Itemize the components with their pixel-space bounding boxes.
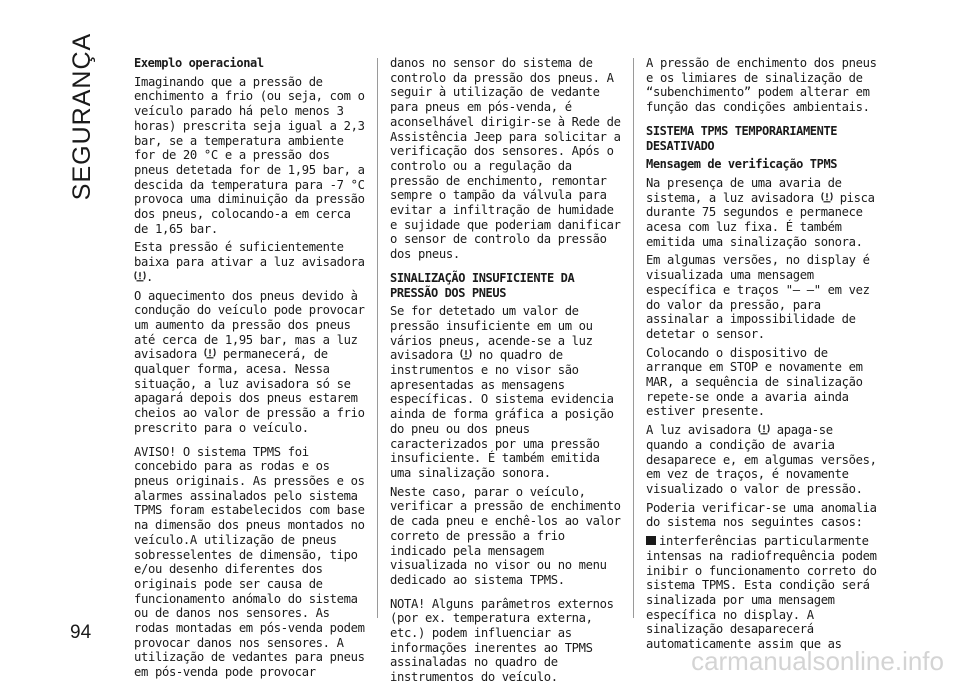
paragraph: A pressão de enchimento dos pneus e os limiares de sinalização de “subenchimento” podem alterar em função das condições ambientais. [646, 56, 877, 115]
text: A luz avisadora [646, 423, 758, 438]
heading-mensagem-verificacao: Mensagem de verificação TPMS [646, 157, 838, 172]
text: Esta pressão é suficientemente baixa para ativar a luz avisadora [134, 240, 365, 270]
paragraph: Imaginando que a pressão de enchimento a frio (ou seja, com o veículo parado há pelo menos 3 horas) prescrita seja igual a 2,3 bar, se a temperatura ambiente for de 20 °C e a pressão dos pneus detetada for de 1,95 bar, a descida da temperatura para -7 °C provoca uma diminuição da pressão dos pneus, colocando-a em cerca de 1,65 bar. [134, 74, 365, 236]
heading-sinalizacao: SINALIZAÇÃO INSUFICIENTE DA PRESSÃO DOS PNEUS [390, 270, 575, 300]
paragraph-nota: NOTA! Alguns parâmetros externos (por ex. temperatura externa, etc.) podem influenciar as informações inerentes ao TPMS assinaladas no quadro de instrumentos do veículo. [390, 596, 614, 685]
column-3 [646, 56, 880, 656]
paragraph [390, 304, 624, 480]
square-bullet-icon [646, 536, 656, 545]
paragraph: Neste caso, parar o veículo, verificar a pressão de enchimento de cada pneu e enchê-los ao valor correto de pressão a frio indicado pela mensagem visualizada no visor ou no menu dedicado ao sistema TPMS. [390, 484, 621, 587]
column-divider [377, 58, 378, 618]
bullet-item [646, 534, 880, 652]
paragraph [646, 423, 880, 497]
text: O aquecimento dos pneus devido à condução do veículo pode provocar um aumento da pressão dos pneus até cerca de 1,95 bar, mas a luz avisadora [134, 288, 365, 362]
tpms-warning-icon [204, 347, 216, 359]
heading-tpms-desativado: SISTEMA TPMS TEMPORARIAMENTE DESATIVADO [646, 123, 838, 153]
paragraph: Em algumas versões, no display é visualizada uma mensagem específica e traços "– –" em vez do valor da pressão, para assinalar a impossibilidade de detetar o sensor. [646, 253, 870, 341]
text: . [146, 269, 153, 284]
column-divider [633, 58, 634, 618]
paragraph [646, 176, 880, 250]
text: interferências particularmente intensas na radiofrequência podem inibir o funcionamento correto do sistema TPMS. Esta condição será sinalizada por uma mensagem específica no display. A sinalização desaparecerá automaticamente assim que as [646, 534, 877, 652]
heading-exemplo-operacional: Exemplo operacional [134, 56, 264, 70]
text: Na presença de uma avaria de sistema, a luz avisadora [646, 175, 842, 205]
text: Se for detetado um valor de pressão insuficiente em um ou vários pneus, acende-se a luz avisadora [390, 304, 593, 363]
column-1 [134, 56, 368, 684]
tpms-warning-icon [821, 191, 833, 203]
section-title-text: SEGURANÇA [68, 32, 97, 200]
text: pisca durante 75 segundos e permanece acesa com luz fixa. É também emitida uma sinalização sonora. [646, 190, 875, 249]
page-number: 94 [70, 622, 92, 643]
paragraph: Colocando o dispositivo de arranque em STOP e novamente em MAR, a sequência de sinalização repete-se onde a avaria ainda estiver presente. [646, 345, 863, 419]
text: apaga-se quando a condição de avaria desaparece e, em algumas versões, em vez de traços, é novamente visualizado o valor de pressão. [646, 423, 877, 496]
tpms-warning-icon [758, 423, 770, 435]
text: no quadro de instrumentos e no visor são apresentadas as mensagens específicas. O sistema evidencia ainda de forma gráfica a posição do pneu ou dos pneus caracterizados por uma pressão insuficiente. É também emitida uma sinalização sonora. [390, 348, 614, 480]
paragraph: danos no sensor do sistema de controlo da pressão dos pneus. A seguir à utilização de vedante para pneus em pós-venda, é aconselhável dirigir-se à Rede de Assistência Jeep para solicitar a verificação dos sensores. Após o controlo ou a regulação da pressão de enchimento, remontar sempre o tampão da válvula para evitar a infiltração de humidade e sujidade que poderiam danificar o sensor de controlo da pressão dos pneus. [390, 56, 621, 262]
column-2 [390, 56, 624, 689]
tpms-warning-icon [134, 270, 146, 282]
paragraph [134, 240, 368, 284]
tpms-warning-icon [460, 348, 472, 360]
paragraph-aviso: AVISO! O sistema TPMS foi concebido para as rodas e os pneus originais. As pressões e os alarmes assinalados pelo sistema TPMS foram estabelecidos com base na dimensão dos pneus montados no veículo.A utilização de pneus sobresselentes de dimensão, tipo e/ou desenho diferentes dos originais pode ser causa de funcionamento anómalo do sistema ou de danos nos sensores. As rodas montadas em pós-venda podem provocar danos nos sensores. A utilização de vedantes para pneus em pós-venda pode provocar [134, 444, 365, 680]
paragraph: Poderia verificar-se uma anomalia do sistema nos seguintes casos: [646, 500, 877, 530]
text: permanecerá, de qualquer forma, acesa. Nessa situação, a luz avisadora só se apagará depois dos pneus estarem cheios ao valor de pressão a frio prescrito para o veículo. [134, 347, 365, 435]
watermark: carmanualsonline.info [691, 646, 944, 676]
section-title [60, 32, 106, 200]
paragraph [134, 289, 368, 436]
